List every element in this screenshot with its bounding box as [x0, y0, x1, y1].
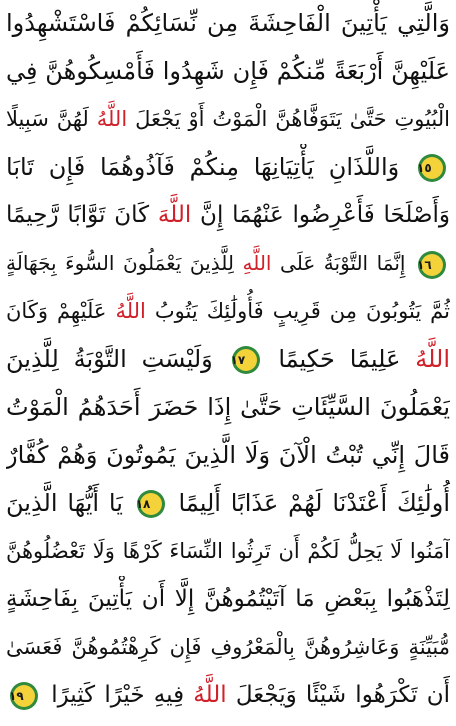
- verse-line: [6, 48, 450, 94]
- verse-text: عَلِيمًا حَكِيمًا: [263, 345, 416, 373]
- verse-text: آمَنُوا لَا يَحِلُّ لَكُمْ أَن تَرِثُوا النِّسَاءَ كَرْهًا وَلَا تَعْضُلُوهُنَّ: [6, 539, 450, 563]
- verse-text: عَلَيْهِنَّ أَرْبَعَةً مِّنكُمْ فَإِن شَهِدُوا فَأَمْسِكُوهُنَّ فِي: [6, 57, 450, 85]
- verse-text: كَانَ تَوَّابًا رَّحِيمًا: [6, 202, 158, 228]
- verse-text: أَن تَكْرَهُوا شَيْئًا وَيَجْعَلَ: [226, 682, 450, 708]
- verse-line: [6, 480, 450, 526]
- verse-text: يَعْمَلُونَ السَّيِّئَاتِ حَتَّىٰ إِذَا حَضَرَ أَحَدَهُمُ الْمَوْتُ: [6, 393, 450, 421]
- verse-line: [6, 240, 450, 286]
- verse-line: [6, 96, 450, 142]
- ayah-number-marker: [417, 153, 447, 183]
- divine-name: اللَّهِ: [242, 251, 272, 275]
- verse-text: عَلَيْهِمْ وَكَانَ: [6, 299, 116, 323]
- verse-text: وَلَيْسَتِ التَّوْبَةُ لِلَّذِينَ: [6, 345, 228, 373]
- divine-name: اللَّهُ: [96, 107, 128, 131]
- verse-line: [6, 384, 450, 430]
- verse-line: [6, 192, 450, 238]
- ayah-number-marker: [136, 489, 166, 519]
- verse-text: وَأَصْلَحَا فَأَعْرِضُوا عَنْهُمَا إِنَّ: [191, 202, 450, 228]
- verse-line: [6, 288, 450, 334]
- verse-text: مُّبَيِّنَةٍ وَعَاشِرُوهُنَّ بِالْمَعْرُوفِ فَإِن كَرِهْتُمُوهُنَّ فَعَسَىٰ: [6, 635, 450, 659]
- verse-line: [6, 528, 450, 574]
- ayah-number: ١٩: [9, 688, 24, 703]
- verse-text: إِنَّمَا التَّوْبَةُ عَلَى: [271, 251, 414, 275]
- ayah-number-marker: [9, 681, 39, 711]
- divine-name: اللَّهُ: [415, 345, 450, 373]
- divine-name: اللَّهُ: [115, 299, 146, 323]
- verse-text: يَا أَيُّهَا الَّذِينَ: [6, 489, 133, 517]
- verse-text: لِتَذْهَبُوا بِبَعْضِ مَا آتَيْتُمُوهُنَّ إِلَّا أَن يَأْتِينَ بِفَاحِشَةٍ: [6, 586, 450, 612]
- ayah-number: ١٧: [230, 353, 246, 367]
- ayah-number: ١٥: [417, 161, 432, 175]
- divine-name: اللَّهُ: [193, 682, 227, 708]
- verse-text: فِيهِ خَيْرًا كَثِيرًا: [42, 682, 194, 708]
- ayah-number-marker: [417, 250, 447, 280]
- verse-line: [6, 432, 450, 478]
- verse-text: لَهُنَّ سَبِيلًا: [6, 107, 97, 131]
- divine-name: اللَّهَ: [157, 202, 192, 228]
- verse-line: [6, 576, 450, 622]
- ayah-number-marker: [231, 345, 261, 375]
- verse-text: وَاللَّذَانِ يَأْتِيَانِهَا مِنكُمْ فَآذُوهُمَا فَإِن تَابَا: [6, 153, 414, 181]
- verse-text: الْبُيُوتِ حَتَّىٰ يَتَوَفَّاهُنَّ الْمَوْتُ أَوْ يَجْعَلَ: [127, 107, 450, 131]
- ayah-number: ١٨: [135, 497, 151, 511]
- verse-line: [6, 624, 450, 670]
- ayah-number: ١٦: [417, 257, 432, 272]
- verse-line: [6, 0, 450, 46]
- verse-text: وَالَّتِي يَأْتِينَ الْفَاحِشَةَ مِن نِّسَائِكُمْ فَاسْتَشْهِدُوا: [6, 9, 450, 37]
- verse-text: قَالَ إِنِّي تُبْتُ الْآنَ وَلَا الَّذِينَ يَمُوتُونَ وَهُمْ كُفَّارٌ: [6, 441, 450, 469]
- verse-text: لِلَّذِينَ يَعْمَلُونَ السُّوءَ بِجَهَالَةٍ: [6, 251, 243, 275]
- verse-text: ثُمَّ يَتُوبُونَ مِن قَرِيبٍ فَأُولَٰئِكَ يَتُوبُ: [145, 299, 450, 323]
- verse-text: أُولَٰئِكَ أَعْتَدْنَا لَهُمْ عَذَابًا أَلِيمًا: [168, 489, 450, 517]
- verse-line: [6, 672, 450, 718]
- verse-line: [6, 336, 450, 382]
- verse-line: [6, 144, 450, 190]
